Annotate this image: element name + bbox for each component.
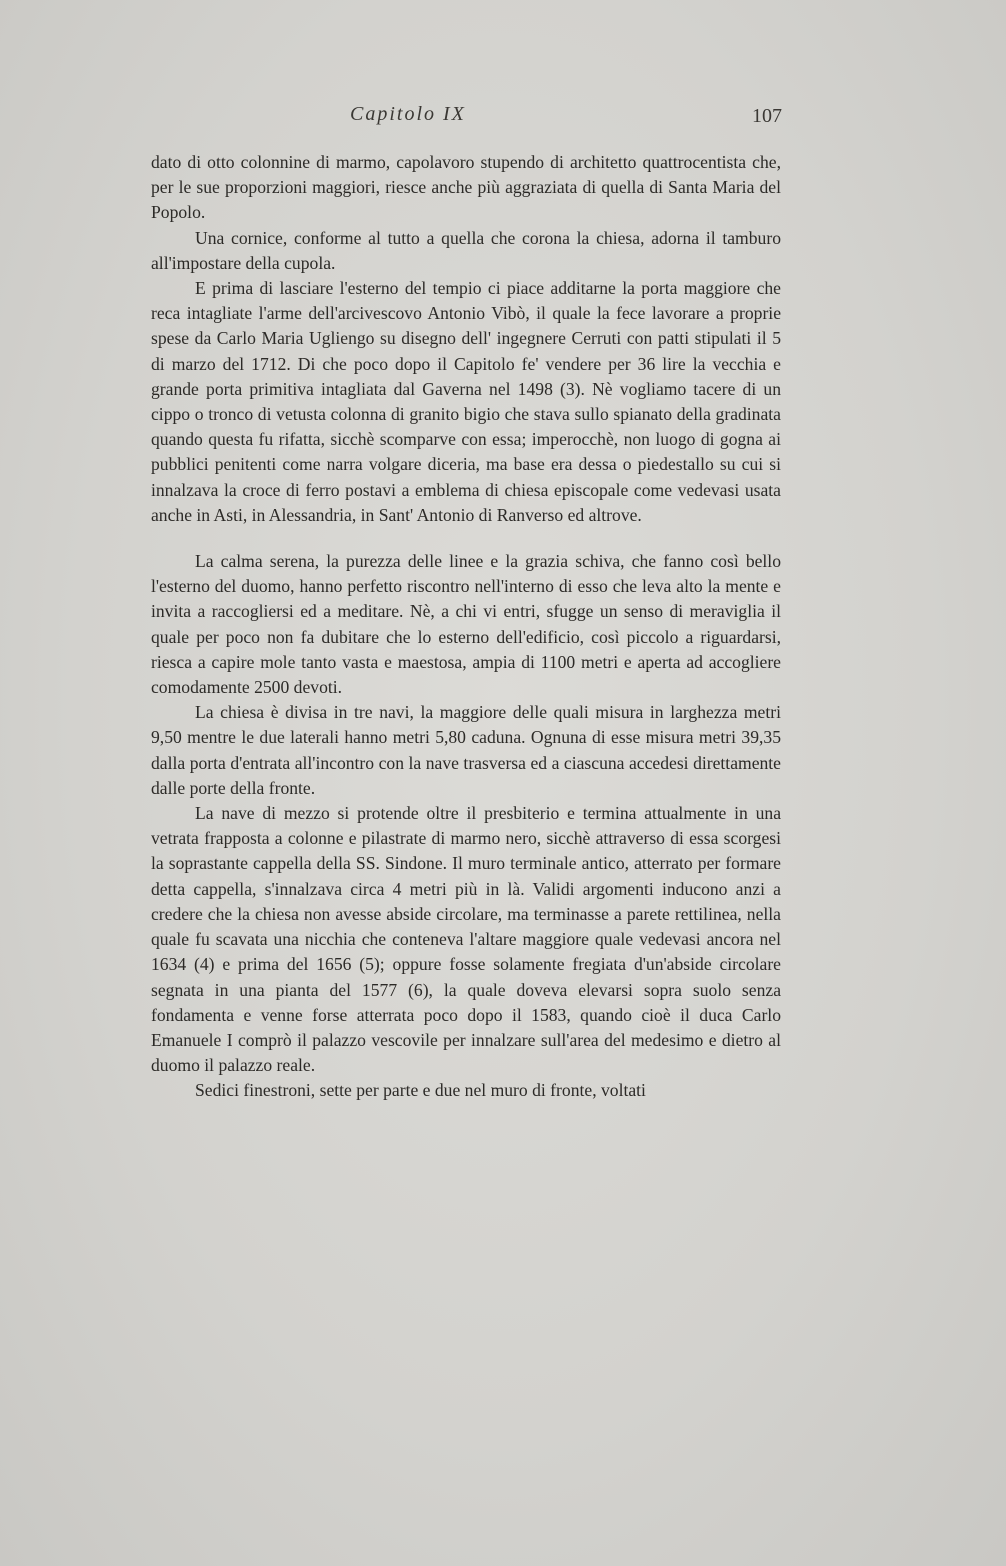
running-title: Capitolo IX [350,103,466,125]
page-header [150,103,782,137]
paragraph-3: E prima di lasciare l'esterno del tempio ci piace additarne la porta maggiore che reca intagliate l'arme dell'arcivescovo Antonio Vibò, il quale la fece lavorare a proprie spese da Carlo Maria Ugliengo su disegno dell' ingegnere Cerruti con patti stipulati il 5 di marzo del 1712. Di che poco dopo il Capitolo fe' vendere per 36 lire la vecchia e grande porta primitiva intagliata dal Gaverna nel 1498 (3). Nè vogliamo tacere di un cippo o tronco di vetusta colonna di granito bigio che stava sullo spianato della gradinata quando questa fu rifatta, sicchè scomparve con essa; imperocchè, non luogo di gogna ai pubblici penitenti come narra volgare diceria, ma base era dessa o piedestallo su cui si innalzava la croce di ferro postavi a emblema di chiesa episcopale come vedevasi usata anche in Asti, in Alessandria, in Sant' Antonio di Ranverso ed altrove. [151,278,781,525]
paragraph-6: La nave di mezzo si protende oltre il presbiterio e termina attualmente in una vetrata frapposta a colonne e pilastrate di marmo nero, sicchè attraverso di essa scorgesi la soprastante cappella della SS. Sindone. Il muro terminale antico, atterrato per formare detta cappella, s'innalzava circa 4 metri più in là. Validi argomenti inducono anzi a credere che la chiesa non avesse abside circolare, ma terminasse a parete rettilinea, nella quale fu scavata una nicchia che conteneva l'altare maggiore quale vedevasi ancora nel 1634 (4) e prima del 1656 (5); oppure fosse solamente fregiata d'un'abside circolare segnata in una pianta del 1577 (6), la quale doveva elevarsi sopra suolo senza fondamenta e venne forse atterrata poco dopo il 1583, quando cioè il duca Carlo Emanuele I comprò il palazzo vescovile per innalzare sull'area del medesimo e dietro al duomo il palazzo reale. [151,803,781,1076]
paragraph-4: La calma serena, la purezza delle linee e la grazia schiva, che fanno così bello l'esterno del duomo, hanno perfetto riscontro nell'interno di esso che leva alto la mente e invita a raccogliersi ed a meditare. Nè, a chi vi entri, sfugge un senso di meraviglia il quale per poco non fa dubitare che lo esterno dell'edificio, così piccolo a riguardarsi, riesca a capire mole tanto vasta e maestosa, ampia di 1100 metri e aperta ad accogliere comodamente 2500 devoti. [151,551,781,698]
paragraph-1: dato di otto colonnine di marmo, capolavoro stupendo di architetto quattrocentista che, per le sue proporzioni maggiori, riesce anche più aggraziata di quella di Santa Maria del Popolo. [151,152,781,223]
paragraph-7: Sedici finestroni, sette per parte e due nel muro di fronte, voltati [195,1080,646,1101]
paragraph-2: Una cornice, conforme al tutto a quella che corona la chiesa, adorna il tamburo all'impostare della cupola. [151,227,781,273]
paragraph-5: La chiesa è divisa in tre navi, la maggiore delle quali misura in larghezza metri 9,50 mentre le due laterali hanno metri 5,80 caduna. Ognuna di esse misura metri 39,35 dalla porta d'entrata all'incontro con la nave trasversa ed a ciascuna accedesi direttamente dalle porte della fronte. [151,702,781,798]
body-text [151,150,781,1104]
page-number: 107 [752,105,782,127]
